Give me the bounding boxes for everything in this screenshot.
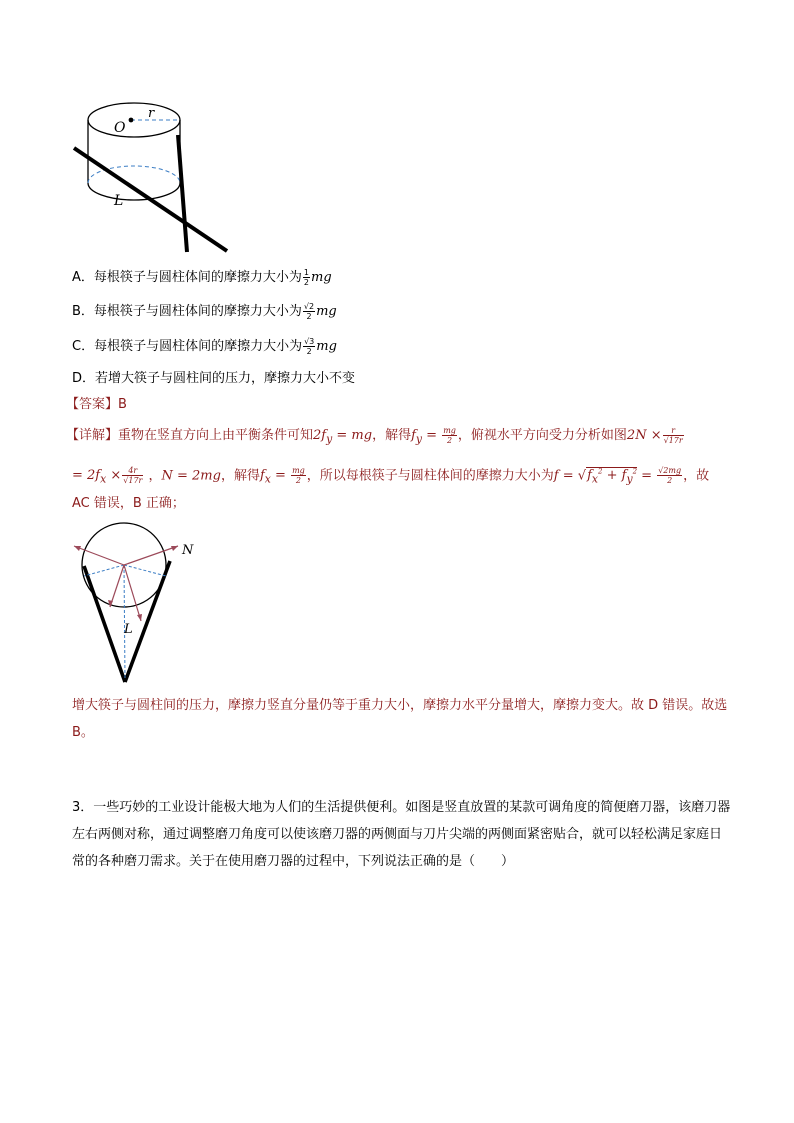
normal-force-right-head <box>171 546 178 551</box>
dashed-to-left-contact <box>84 565 124 576</box>
label-L: L <box>114 193 124 209</box>
label-L2: L <box>124 622 133 637</box>
explanation-tag: 【详解】 <box>66 428 119 443</box>
option-c-text: C．每根筷子与圆柱体间的摩擦力大小为 <box>72 339 303 354</box>
explanation-line-2: = $2f_x$ × $\frac{4r}{√17r}$ ，N = 2mg，解得$f_x$ = $\frac{mg}{2}$ ，所以每根筷子与圆柱体间的摩擦力大小为$f = √f_x^2 + f_y^2$ = $\frac{√2mg}{2}$ ，故 <box>72 466 710 486</box>
cylinder-bottom-front <box>88 183 180 200</box>
label-N: N <box>182 543 194 558</box>
friction-right-arrow <box>124 565 141 621</box>
label-r: r <box>148 106 155 121</box>
conclusion-paragraph: 增大筷子与圆柱间的压力，摩擦力竖直分量仍等于重力大小，摩擦力水平分量增大，摩擦力变大。故 D 错误。故选 B。 <box>72 698 728 740</box>
option-b-text: B．每根筷子与圆柱体间的摩擦力大小为 <box>72 304 302 319</box>
option-a-fraction: $\frac{1}{2}$ <box>303 268 309 287</box>
explanation-line-3: AC 错误，B 正确； <box>72 496 185 511</box>
explanation-line-1: 【详解】重物在竖直方向上由平衡条件可知$2f_y$ = mg，解得$f_y$ = $\frac{mg}{2}$ ，俯视水平方向受力分析如图2N × $\frac{r}{√17r}$ <box>66 426 683 446</box>
chopstick-left <box>74 148 227 251</box>
option-d: D．若增大筷子与圆柱间的压力，摩擦力大小不变 <box>72 371 356 386</box>
force-analysis-figure <box>68 520 203 685</box>
question-3: 3．一些巧妙的工业设计能极大地为人们的生活提供便利。如图是竖直放置的某款可调角度的简便磨刀器，该磨刀器左右两侧对称，通过调整磨刀角度可以使该磨刀器的两侧面与刀片尖端的两侧面紧密贴合，就可以轻松满足家庭日常的各种磨刀需求。关于在使用磨刀器的过程中，下列说法正确的是（ ） <box>72 800 731 869</box>
chopstick-right <box>178 135 187 252</box>
dashed-to-right-contact <box>124 565 166 576</box>
cylinder-chopsticks-figure <box>70 95 235 257</box>
option-a-text: A．每根筷子与圆柱体间的摩擦力大小为 <box>72 270 302 285</box>
option-c-fraction: $\frac{√3}{2}$ <box>304 337 315 356</box>
option-a: A．每根筷子与圆柱体间的摩擦力大小为 $\frac{1}{2}$ mg <box>72 268 332 287</box>
label-O: O <box>114 120 126 136</box>
center-point <box>129 118 134 123</box>
normal-force-left-head <box>74 546 81 551</box>
answer-line: 【答案】B <box>66 397 127 412</box>
option-c: C．每根筷子与圆柱体间的摩擦力大小为 $\frac{√3}{2}$ mg <box>72 337 337 356</box>
chopstick-left-top-view <box>84 566 125 682</box>
friction-left-arrow <box>110 565 124 607</box>
option-b-fraction: $\frac{√2}{2}$ <box>303 302 315 321</box>
option-b: B．每根筷子与圆柱体间的摩擦力大小为 $\frac{√2}{2}$ mg <box>72 302 337 321</box>
